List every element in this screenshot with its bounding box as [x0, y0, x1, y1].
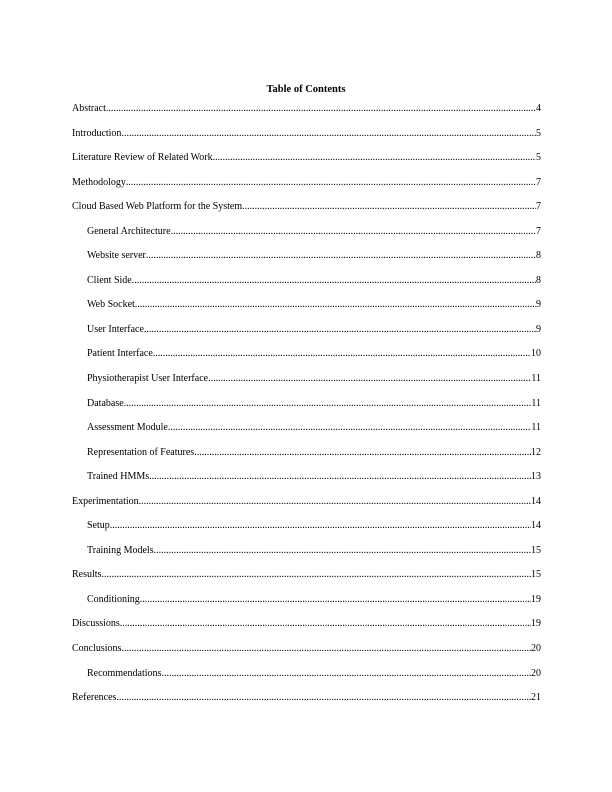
toc-entry[interactable] — [72, 519, 541, 544]
toc-entry-page-number: 5 — [536, 152, 541, 164]
toc-entry-label: General Architecture — [87, 225, 171, 237]
toc-entry[interactable] — [72, 102, 541, 127]
toc-entry-label: Representation of Features — [87, 446, 195, 458]
toc-entry-page-number: 4 — [536, 103, 541, 114]
toc-entry-page-number: 11 — [531, 397, 541, 409]
toc-entry-label: Methodology — [72, 176, 126, 188]
toc-dot-leader — [242, 200, 536, 214]
toc-dot-leader — [168, 421, 532, 435]
toc-dot-leader — [194, 446, 531, 460]
toc-entry[interactable] — [72, 495, 541, 520]
toc-entry[interactable] — [72, 249, 541, 274]
toc-dot-leader — [144, 323, 536, 337]
toc-entry-page-number: 9 — [536, 323, 541, 335]
toc-entry-label: Recommendations — [87, 667, 162, 679]
toc-entry-label: User Interface — [87, 323, 144, 335]
toc-entry-label: Setup — [87, 520, 110, 532]
toc-entry[interactable] — [72, 421, 541, 446]
toc-entry-label: Database — [87, 397, 124, 409]
toc-entry-page-number: 7 — [536, 201, 541, 213]
toc-entry-page-number: 19 — [531, 593, 541, 605]
toc-entry-page-number: 19 — [531, 618, 541, 630]
toc-entry[interactable] — [72, 593, 541, 618]
toc-dot-leader — [120, 617, 531, 631]
toc-entry[interactable] — [72, 176, 541, 201]
toc-entry-label: Client Side — [87, 274, 132, 286]
toc-dot-leader — [140, 593, 531, 607]
toc-entry[interactable] — [72, 470, 541, 495]
toc-entry-label: Introduction — [72, 127, 122, 139]
toc-dot-leader — [149, 470, 531, 484]
toc-dot-leader — [101, 568, 531, 582]
toc-entry-page-number: 8 — [536, 250, 541, 262]
toc-entry-page-number: 11 — [531, 373, 541, 385]
toc-entry-label: References — [72, 692, 117, 704]
toc-entry-page-number: 13 — [531, 471, 541, 483]
toc-entry-label: Discussions — [72, 618, 120, 630]
toc-dot-leader — [110, 519, 531, 533]
toc-entry-page-number: 11 — [531, 422, 541, 434]
toc-entry-label: Abstract — [72, 103, 106, 114]
toc-entry[interactable] — [72, 274, 541, 299]
toc-entry[interactable] — [72, 397, 541, 422]
toc-entry-page-number: 5 — [536, 127, 541, 139]
toc-entry-label: Physiotherapist User Interface — [87, 373, 209, 385]
toc-entry[interactable] — [72, 617, 541, 642]
toc-dot-leader — [132, 274, 536, 288]
toc-title: Table of Contents — [266, 84, 346, 95]
toc-dot-leader — [116, 691, 531, 705]
toc-entry[interactable] — [72, 691, 541, 716]
toc-entry-page-number: 7 — [536, 176, 541, 188]
toc-entry-page-number: 8 — [536, 274, 541, 286]
toc-dot-leader — [121, 127, 536, 141]
toc-dot-leader — [135, 298, 536, 312]
toc-entry-label: Web Socket — [87, 299, 135, 311]
toc-entry[interactable] — [72, 200, 541, 225]
toc-entry-label: Results — [72, 569, 102, 581]
toc-entry[interactable] — [72, 372, 541, 397]
toc-dot-leader — [213, 151, 536, 165]
toc-entry-page-number: 9 — [536, 299, 541, 311]
toc-entry[interactable] — [72, 347, 541, 372]
toc-entry[interactable] — [72, 225, 541, 250]
toc-entry[interactable] — [72, 642, 541, 667]
toc-entry-page-number: 7 — [536, 225, 541, 237]
toc-entry-label: Website server — [87, 250, 146, 262]
toc-dot-leader — [126, 176, 536, 190]
toc-entry-label: Patient Interface — [87, 348, 153, 360]
toc-entry-label: Conclusions — [72, 643, 122, 655]
toc-dot-leader — [208, 372, 531, 386]
toc-entry[interactable] — [72, 568, 541, 593]
toc-entry-page-number: 20 — [531, 643, 541, 655]
toc-entry-label: Assessment Module — [87, 422, 168, 434]
toc-dot-leader — [161, 667, 531, 681]
toc-entry[interactable] — [72, 323, 541, 348]
toc-dot-leader — [121, 642, 531, 656]
toc-entry[interactable] — [72, 446, 541, 471]
toc-entry[interactable] — [72, 667, 541, 692]
toc-dot-leader — [154, 544, 531, 558]
toc-dot-leader — [124, 397, 532, 411]
toc-entry-label: Conditioning — [87, 593, 140, 605]
toc-entry-page-number: 10 — [531, 348, 541, 360]
toc-dot-leader — [153, 347, 531, 361]
toc-entry-page-number: 12 — [531, 446, 541, 458]
toc-entry[interactable] — [72, 151, 541, 176]
toc-entry-page-number: 15 — [531, 569, 541, 581]
toc-entry-page-number: 20 — [531, 667, 541, 679]
toc-entry[interactable] — [72, 544, 541, 569]
toc-entry-page-number: 14 — [531, 520, 541, 532]
toc-dot-leader — [146, 249, 536, 263]
toc-entry-label: Literature Review of Related Work — [72, 152, 213, 164]
toc-entry-page-number: 14 — [531, 495, 541, 507]
toc-entry[interactable] — [72, 127, 541, 152]
toc-list — [72, 102, 541, 716]
toc-entry-label: Cloud Based Web Platform for the System — [72, 201, 243, 213]
toc-dot-leader — [139, 495, 531, 509]
toc-entry-label: Experimentation — [72, 495, 139, 507]
toc-entry-page-number: 21 — [531, 692, 541, 704]
toc-entry-label: Trained HMMs — [87, 471, 150, 483]
toc-entry[interactable] — [72, 298, 541, 323]
toc-dot-leader — [171, 225, 536, 239]
toc-entry-page-number: 15 — [531, 544, 541, 556]
toc-entry-label: Training Models — [87, 544, 154, 556]
toc-dot-leader — [106, 102, 536, 116]
